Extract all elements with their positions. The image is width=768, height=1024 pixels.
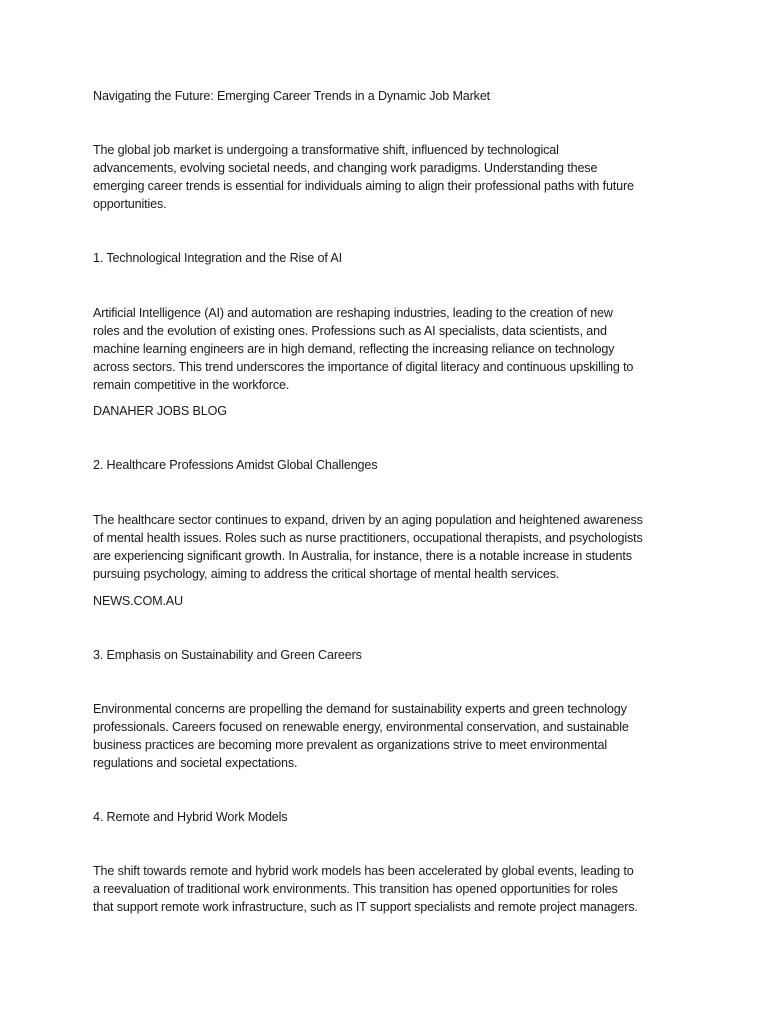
text-line: regulations and societal expectations. [93,756,298,770]
text-line: professionals. Careers focused on renewable energy, environmental conservation, and sustainable [93,720,629,734]
text-line: opportunities. [93,197,167,211]
text-line: emerging career trends is essential for individuals aiming to align their professional paths with future [93,179,634,193]
source-label: NEWS.COM.AU [93,594,184,608]
intro-paragraph [93,141,683,213]
text-line: that support remote work infrastructure, such as IT support specialists and remote project managers. [93,900,638,914]
text-line: a reevaluation of traditional work environments. This transition has opened opportunities for roles [93,882,618,896]
text-line: roles and the evolution of existing ones. Professions such as AI specialists, data scientists, and [93,324,607,338]
section-heading: 4. Remote and Hybrid Work Models [93,810,288,824]
document-title: Navigating the Future: Emerging Career Trends in a Dynamic Job Market [93,89,491,103]
text-line: are experiencing significant growth. In Australia, for instance, there is a notable increase in students [93,549,632,563]
section-body [93,862,683,916]
section-heading: 2. Healthcare Professions Amidst Global Challenges [93,458,378,472]
text-line: pursuing psychology, aiming to address the critical shortage of mental health services. [93,567,560,581]
section-body [93,304,683,394]
text-line: The healthcare sector continues to expand, driven by an aging population and heightened awareness [93,513,643,527]
text-line: advancements, evolving societal needs, and changing work paradigms. Understanding these [93,161,598,175]
source-label: DANAHER JOBS BLOG [93,404,227,418]
text-line: remain competitive in the workforce. [93,378,290,392]
text-line: machine learning engineers are in high demand, reflecting the increasing reliance on technology [93,342,615,356]
text-line: The global job market is undergoing a transformative shift, influenced by technological [93,143,559,157]
text-line: The shift towards remote and hybrid work models has been accelerated by global events, leading to [93,864,634,878]
section-heading: 3. Emphasis on Sustainability and Green Careers [93,648,362,662]
text-line: of mental health issues. Roles such as nurse practitioners, occupational therapists, and psychologists [93,531,643,545]
text-line: business practices are becoming more prevalent as organizations strive to meet environmental [93,738,608,752]
section-body [93,700,683,772]
section-heading: 1. Technological Integration and the Rise of AI [93,251,342,265]
text-line: Artificial Intelligence (AI) and automation are reshaping industries, leading to the creation of new [93,306,613,320]
text-line: across sectors. This trend underscores the importance of digital literacy and continuous upskilling to [93,360,634,374]
section-body [93,511,683,583]
text-line: Environmental concerns are propelling the demand for sustainability experts and green technology [93,702,627,716]
